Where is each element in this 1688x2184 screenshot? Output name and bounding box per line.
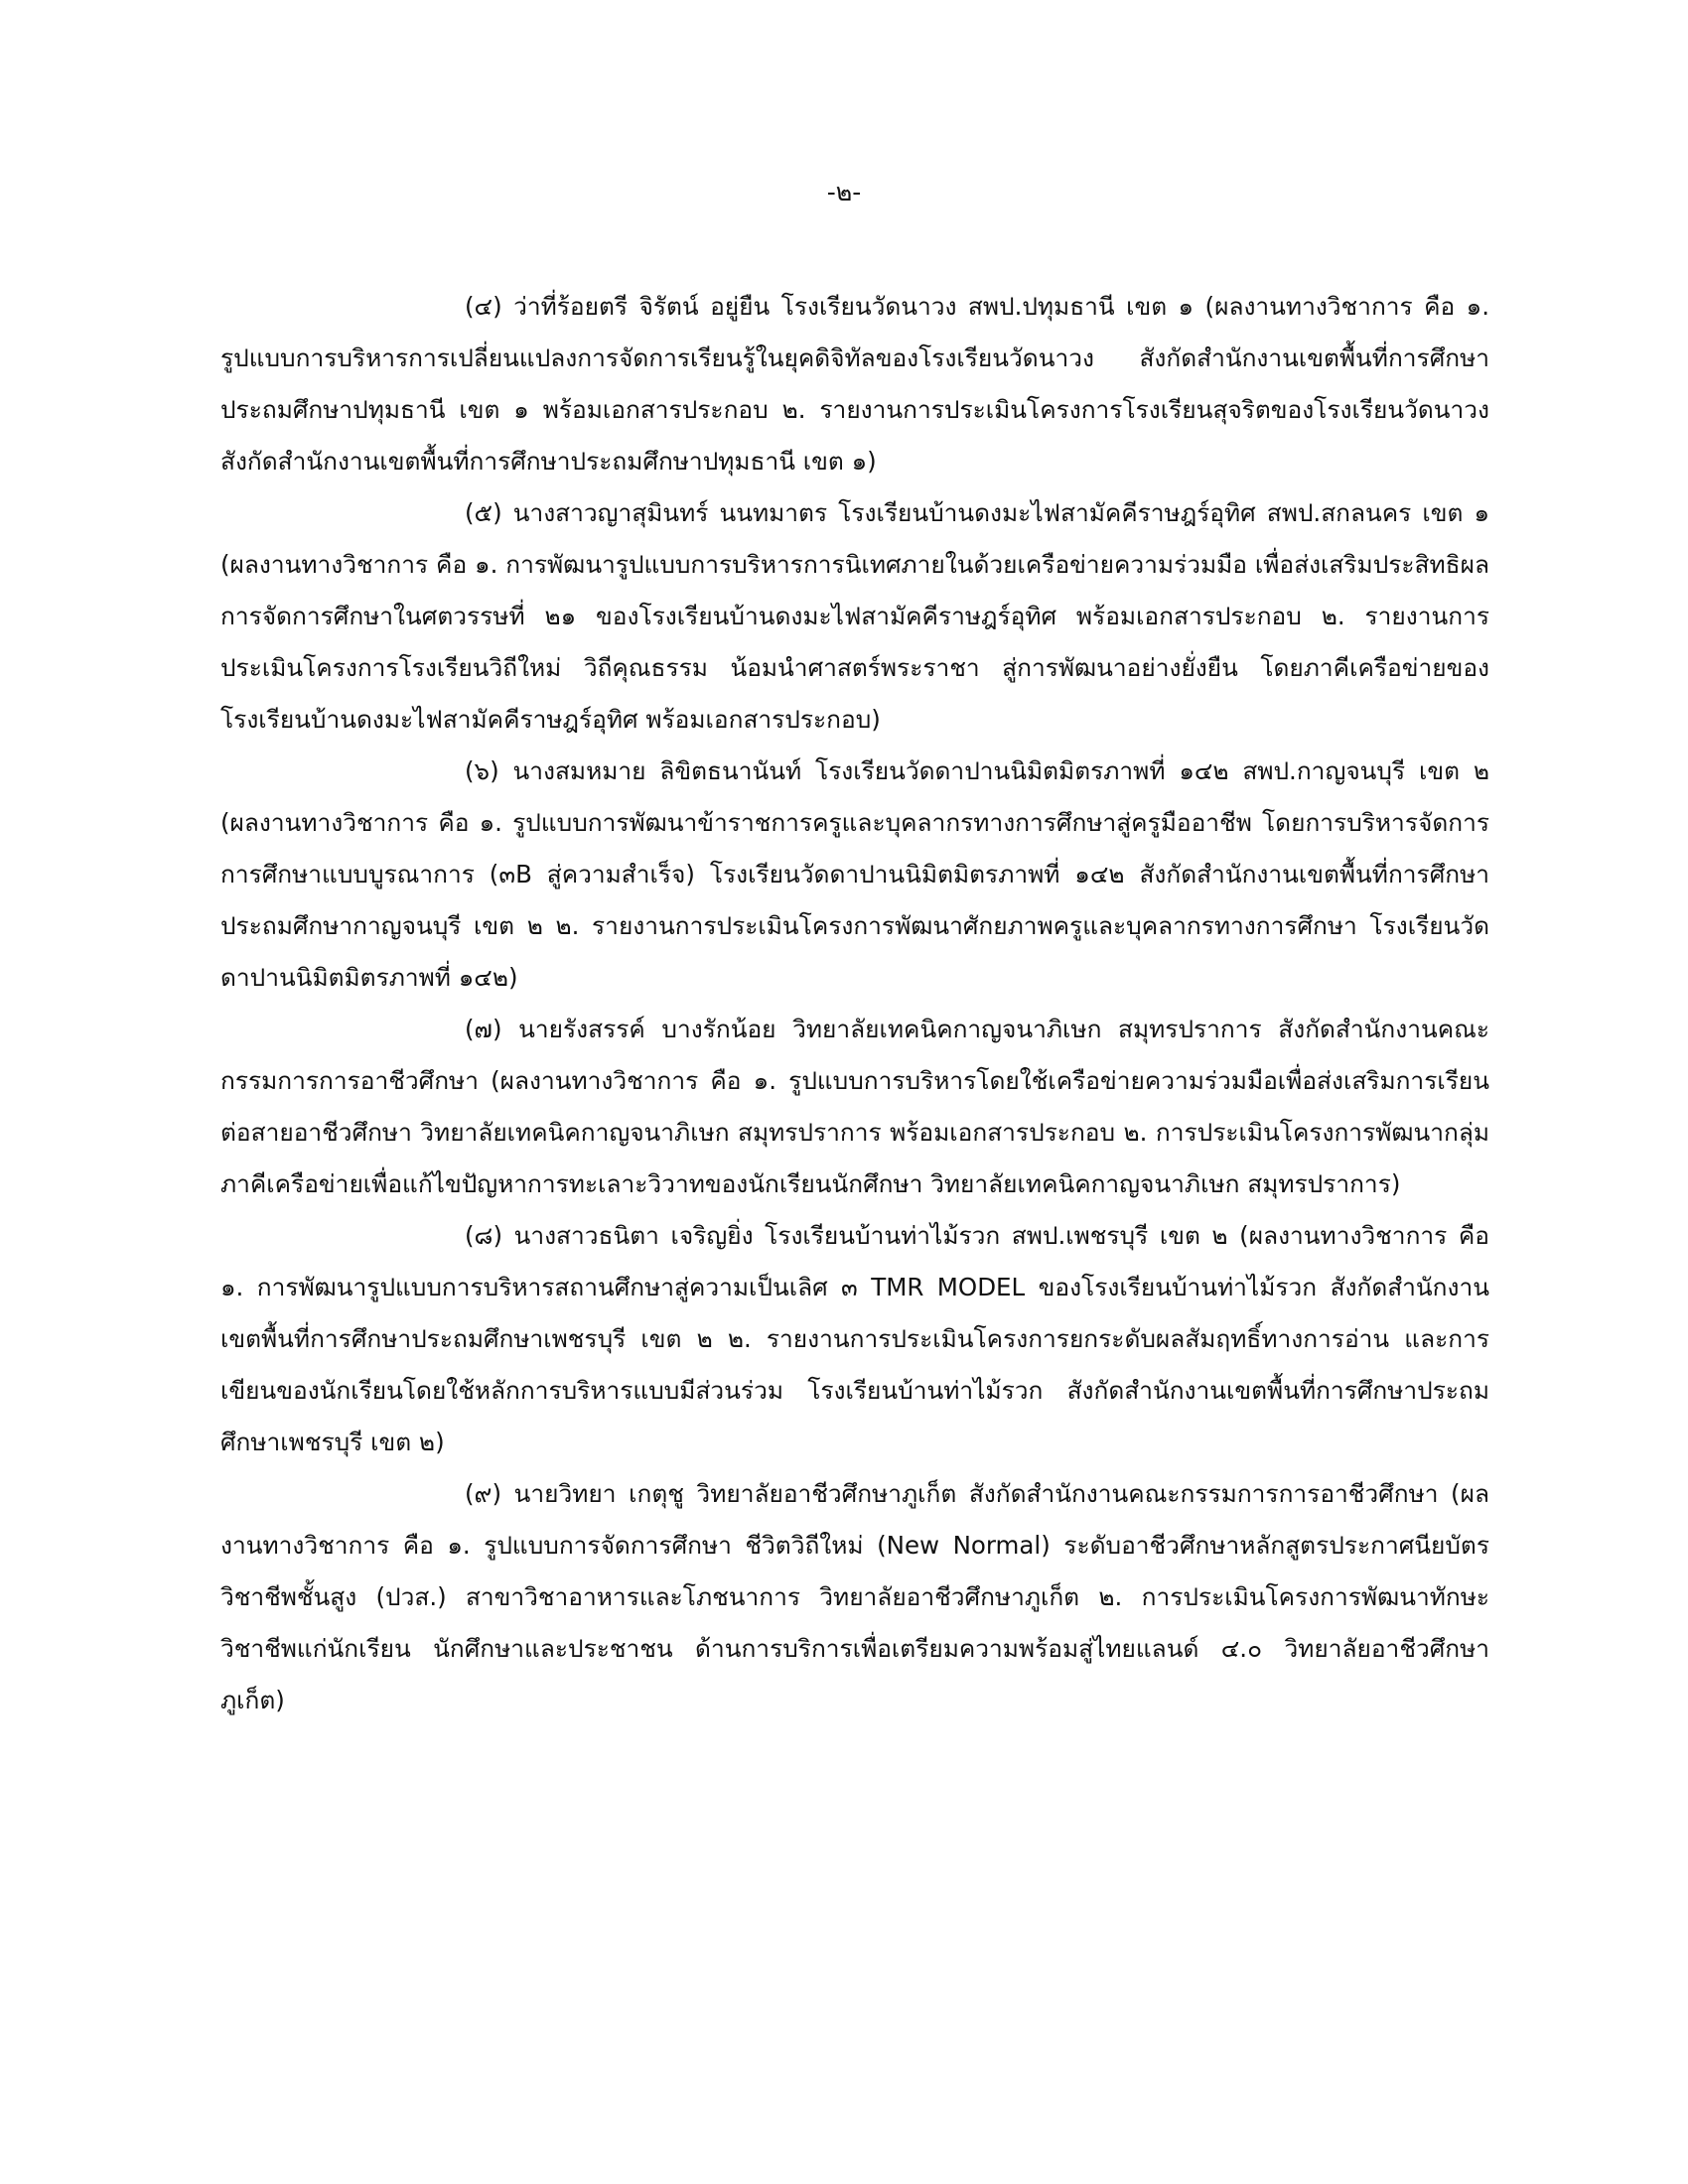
paragraph-item-4: (๔) ว่าที่ร้อยตรี จิรัตน์ อยู่ยืน โรงเรียนวัดนาวง สพป.ปทุมธานี เขต ๑ (ผลงานทางวิชาการ คือ ๑. รูปแบบการบริหารการเปลี่ยนแปลงการจัดการเรียนรู้ในยุคดิจิทัลของโรงเรียนวัดนาวง สังกัดสำนักงานเขตพื้นที่การศึกษาประถมศึกษาปทุมธานี เขต ๑ พร้อมเอกสารประกอบ ๒. รายงานการประเมินโครงการโรงเรียนสุจริตของโรงเรียนวัดนาวง สังกัดสำนักงานเขตพื้นที่การศึกษาประถมศึกษาปทุมธานี เขต ๑) [220,292,1489,476]
page-number: -๒- [826,178,862,206]
paragraph-item-6: (๖) นางสมหมาย ลิขิตธนานันท์ โรงเรียนวัดดาปานนิมิตมิตรภาพที่ ๑๔๒ สพป.กาญจนบุรี เขต ๒ (ผลงานทางวิชาการ คือ ๑. รูปแบบการพัฒนาข้าราชการครูและบุคลากรทางการศึกษาสู่ครูมืออาชีพ โดยการบริหารจัดการการศึกษาแบบบูรณาการ (๓B สู่ความสำเร็จ) โรงเรียนวัดดาปานนิมิตมิตรภาพที่ ๑๔๒ สังกัดสำนักงานเขตพื้นที่การศึกษาประถมศึกษากาญจนบุรี เขต ๒ ๒. รายงานการประเมินโครงการพัฒนาศักยภาพครูและบุคลากรทางการศึกษา โรงเรียนวัดดาปานนิมิตมิตรภาพที่ ๑๔๒) [220,756,1489,992]
document-body [220,281,1489,1726]
paragraph-item-9: (๙) นายวิทยา เกตุชู วิทยาลัยอาชีวศึกษาภูเก็ต สังกัดสำนักงานคณะกรรมการการอาชีวศึกษา (ผลงานทางวิชาการ คือ ๑. รูปแบบการจัดการศึกษา ชีวิตวิถีใหม่ (New Normal) ระดับอาชีวศึกษาหลักสูตรประกาศนียบัตรวิชาชีพชั้นสูง (ปวส.) สาขาวิชาอาหารและโภชนาการ วิทยาลัยอาชีวศึกษาภูเก็ต ๒. การประเมินโครงการพัฒนาทักษะวิชาชีพแก่นักเรียน นักศึกษาและประชาชน ด้านการบริการเพื่อเตรียมความพร้อมสู่ไทยแลนด์ ๔.๐ วิทยาลัยอาชีวศึกษาภูเก็ต) [220,1479,1489,1714]
paragraph-item-7: (๗) นายรังสรรค์ บางรักน้อย วิทยาลัยเทคนิคกาญจนาภิเษก สมุทรปราการ สังกัดสำนักงานคณะกรรมการการอาชีวศึกษา (ผลงานทางวิชาการ คือ ๑. รูปแบบการบริหารโดยใช้เครือข่ายความร่วมมือเพื่อส่งเสริมการเรียนต่อสายอาชีวศึกษา วิทยาลัยเทคนิคกาญจนาภิเษก สมุทรปราการ พร้อมเอกสารประกอบ ๒. การประเมินโครงการพัฒนากลุ่มภาคีเครือข่ายเพื่อแก้ไขปัญหาการทะเลาะวิวาทของนักเรียนนักศึกษา วิทยาลัยเทคนิคกาญจนาภิเษก สมุทรปราการ) [220,1015,1489,1198]
paragraph-item-8: (๘) นางสาวธนิตา เจริญยิ่ง โรงเรียนบ้านท่าไม้รวก สพป.เพชรบุรี เขต ๒ (ผลงานทางวิชาการ คือ ๑. การพัฒนารูปแบบการบริหารสถานศึกษาสู่ความเป็นเลิศ ๓ TMR MODEL ของโรงเรียนบ้านท่าไม้รวก สังกัดสำนักงานเขตพื้นที่การศึกษาประถมศึกษาเพชรบุรี เขต ๒ ๒. รายงานการประเมินโครงการยกระดับผลสัมฤทธิ์ทางการอ่าน และการเขียนของนักเรียนโดยใช้หลักการบริหารแบบมีส่วนร่วม โรงเรียนบ้านท่าไม้รวก สังกัดสำนักงานเขตพื้นที่การศึกษาประถมศึกษาเพชรบุรี เขต ๒) [220,1221,1489,1456]
paragraph-item-5: (๕) นางสาวญาสุมินทร์ นนทมาตร โรงเรียนบ้านดงมะไฟสามัคคีราษฎร์อุทิศ สพป.สกลนคร เขต ๑ (ผลงานทางวิชาการ คือ ๑. การพัฒนารูปแบบการบริหารการนิเทศภายในด้วยเครือข่ายความร่วมมือ เพื่อส่งเสริมประสิทธิผลการจัดการศึกษาในศตวรรษที่ ๒๑ ของโรงเรียนบ้านดงมะไฟสามัคคีราษฎร์อุทิศ พร้อมเอกสารประกอบ ๒. รายงานการประเมินโครงการโรงเรียนวิถีใหม่ วิถีคุณธรรม น้อมนำศาสตร์พระราชา สู่การพัฒนาอย่างยั่งยืน โดยภาคีเครือข่ายของโรงเรียนบ้านดงมะไฟสามัคคีราษฎร์อุทิศ พร้อมเอกสารประกอบ) [220,498,1489,734]
